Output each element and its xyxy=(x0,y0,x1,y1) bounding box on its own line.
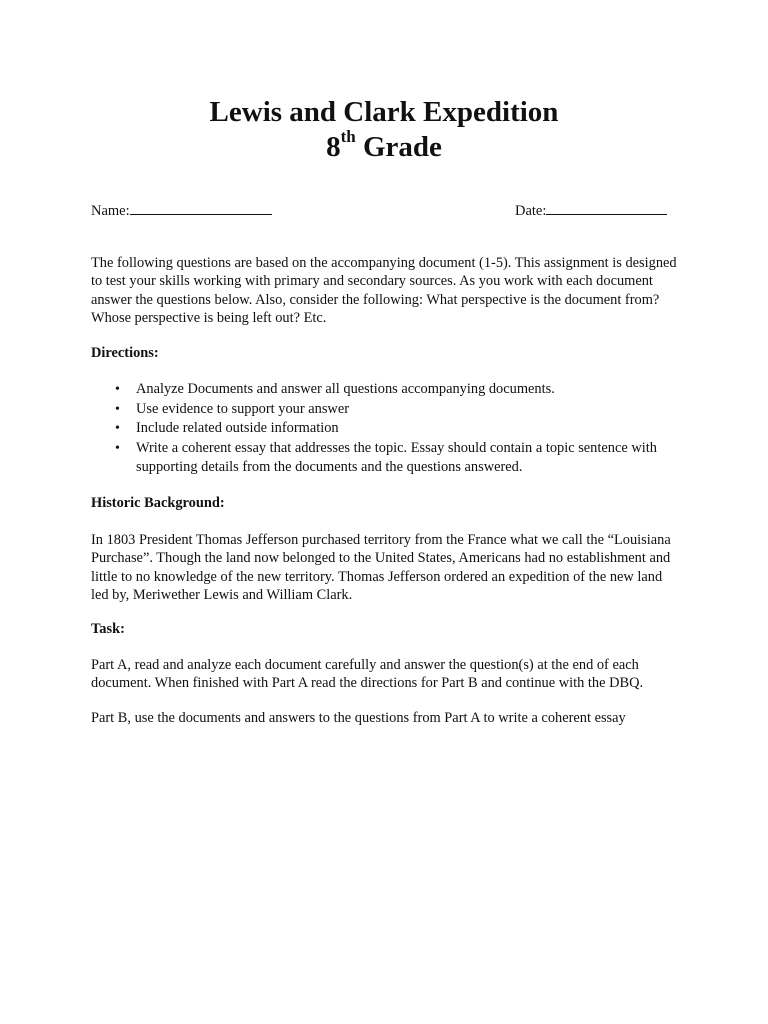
list-item-text: Include related outside information xyxy=(136,420,339,437)
list-item-text: Use evidence to support your answer xyxy=(136,400,349,417)
list-item xyxy=(91,439,681,478)
list-item-text: Write a coherent essay that addresses the topic. Essay should contain a topic sentence with supporting details from the documents and the questions answered. xyxy=(136,439,657,476)
name-blank-line[interactable] xyxy=(130,200,272,215)
date-blank-line[interactable] xyxy=(546,200,667,215)
list-item-text: Analyze Documents and answer all questions accompanying documents. xyxy=(136,381,555,397)
name-label: Name: xyxy=(91,203,130,219)
grade-heading xyxy=(0,127,768,164)
grade-word: Grade xyxy=(362,131,442,163)
grade-number: 8 xyxy=(326,131,341,163)
bullet-icon: • xyxy=(115,401,120,417)
bullet-icon: • xyxy=(115,421,120,437)
grade-superscript: th xyxy=(340,127,356,147)
task-heading: Task: xyxy=(91,621,125,637)
list-item xyxy=(91,400,681,420)
task-part-b: Part B, use the documents and answers to the questions from Part A to write a coherent essay xyxy=(91,710,626,726)
intro-paragraph: The following questions are based on the accompanying document (1-5). This assignment is designed to test your skills working with primary and secondary sources. As you work with each document answer the questions below. Also, consider the following: What perspective is the document from? Whose perspective is being left out? Etc. xyxy=(91,255,677,326)
list-item xyxy=(91,380,681,400)
background-heading: Historic Background: xyxy=(91,495,225,511)
directions-list xyxy=(91,380,681,478)
bullet-icon: • xyxy=(115,440,120,456)
list-item xyxy=(91,419,681,439)
date-label: Date: xyxy=(515,203,547,219)
name-field[interactable] xyxy=(91,200,272,220)
document-title: Lewis and Clark Expedition xyxy=(209,96,559,128)
background-paragraph: In 1803 President Thomas Jefferson purchased territory from the France what we call the “Louisiana Purchase”. Though the land now belonged to the United States, Americans had no establishment and little to no knowledge of the new territory. Thomas Jefferson ordered an expedition of the new land led by, Meriwether Lewis and William Clark. xyxy=(91,532,671,603)
date-field[interactable] xyxy=(515,200,667,220)
task-part-a: Part A, read and analyze each document carefully and answer the question(s) at the end of each document. When finished with Part A read the directions for Part B and continue with the DBQ. xyxy=(91,657,644,692)
directions-heading: Directions: xyxy=(91,345,159,361)
bullet-icon: • xyxy=(115,382,120,397)
